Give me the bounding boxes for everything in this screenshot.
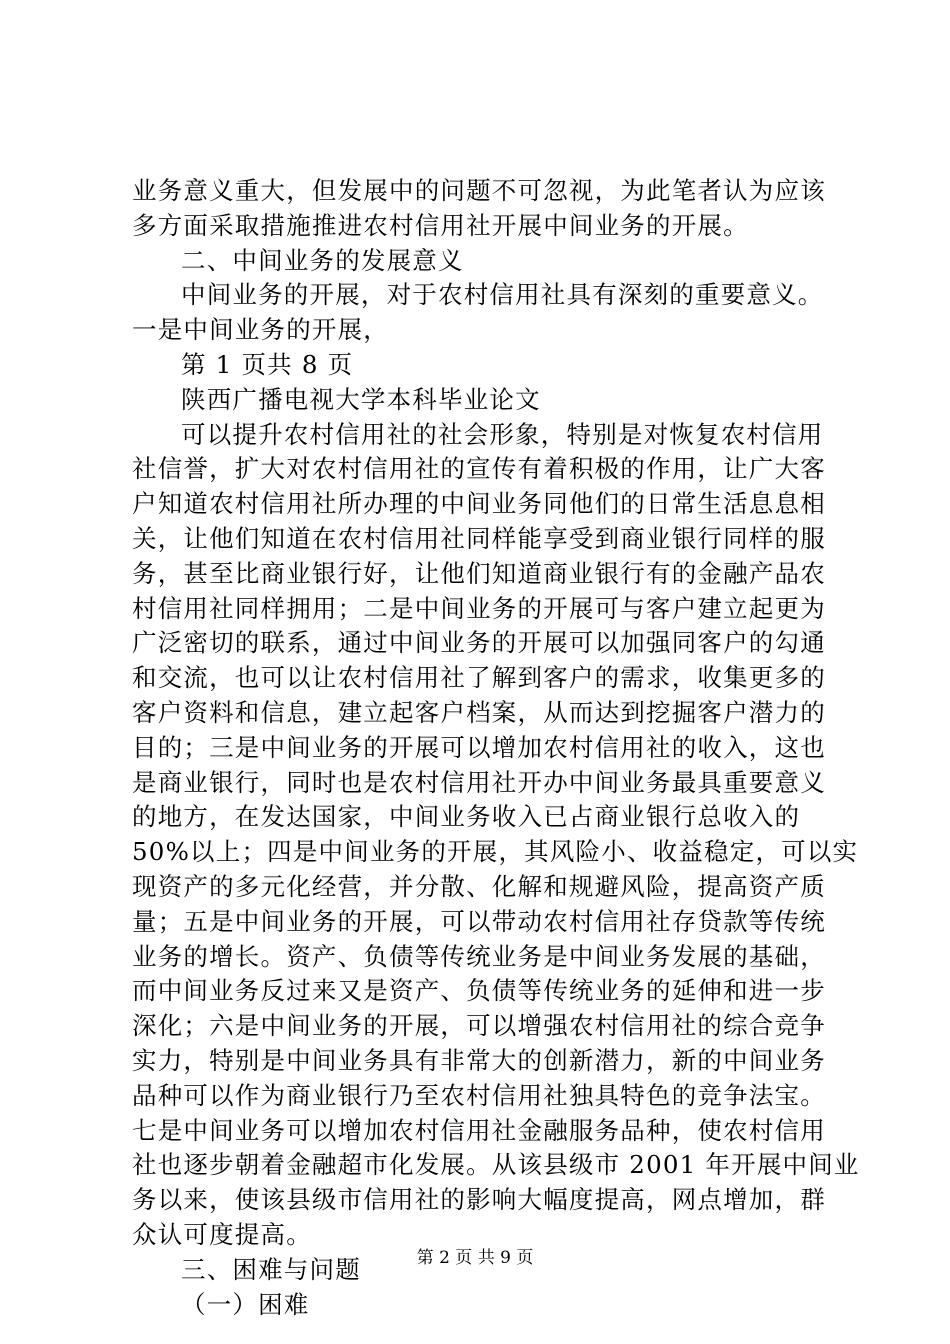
page-footer: [0, 1248, 950, 1268]
embedded-thesis-header: 陕西广播电视大学本科毕业论文: [181, 384, 541, 414]
text-line: 量；五是中间业务的开展，可以带动农村信用社存贷款等传统: [132, 906, 826, 936]
text-line: 50%以上；四是中间业务的开展，其风险小、收益稳定，可以实: [132, 837, 859, 867]
text-line: 现资产的多元化经营，并分散、化解和规避风险，提高资产质: [132, 871, 826, 901]
text-line: 村信用社同样拥用；二是中间业务的开展可与客户建立起更为: [132, 593, 826, 623]
text-line: 多方面采取措施推进农村信用社开展中间业务的开展。: [132, 210, 749, 240]
text-line: 七是中间业务可以增加农村信用社金融服务品种，使农村信用: [132, 1115, 826, 1145]
text-line: 实力，特别是中间业务具有非常大的创新潜力，新的中间业务: [132, 1045, 826, 1075]
text-line: 务以来，使该县级市信用社的影响大幅度提高，网点增加，群: [132, 1185, 826, 1215]
text-line: 客户资料和信息，建立起客户档案，从而达到挖掘客户潜力的: [132, 697, 826, 727]
subsection-heading: （一）困难: [181, 1289, 310, 1319]
text-line: 是商业银行，同时也是农村信用社开办中间业务最具重要意义: [132, 767, 826, 797]
text-line: 深化；六是中间业务的开展，可以增强农村信用社的综合竞争: [132, 1011, 826, 1041]
text-line: 业务的增长。资产、负债等传统业务是中间业务发展的基础，: [132, 941, 826, 971]
text-line: 可以提升农村信用社的社会形象，特别是对恢复农村信用: [181, 419, 824, 449]
text-line: 和交流，也可以让农村信用社了解到客户的需求，收集更多的: [132, 663, 826, 693]
text-line: 的地方，在发达国家，中间业务收入已占商业银行总收入的: [132, 802, 801, 832]
text-line: 社也逐步朝着金融超市化发展。从该县级市 2001 年开展中间业: [132, 1150, 860, 1180]
text-line: 务，甚至比商业银行好，让他们知道商业银行有的金融产品农: [132, 558, 826, 588]
text-line: 众认可度提高。: [132, 1219, 312, 1249]
section-heading: 二、中间业务的发展意义: [181, 245, 464, 275]
text-line: 目的；三是中间业务的开展可以增加农村信用社的收入，这也: [132, 732, 826, 762]
embedded-page-number: 第 1 页共 8 页: [181, 349, 354, 379]
text-line: 广泛密切的联系，通过中间业务的开展可以加强同客户的勾通: [132, 628, 826, 658]
document-body: [132, 174, 860, 1322]
text-line: 社信誉，扩大对农村信用社的宣传有着积极的作用，让广大客: [132, 454, 826, 484]
footer-page-number: 第 2 页 共 9 页: [416, 1248, 534, 1268]
text-line: 户知道农村信用社所办理的中间业务同他们的日常生活息息相: [132, 489, 826, 519]
text-line: 业务意义重大，但发展中的问题不可忽视，为此笔者认为应该: [132, 176, 826, 205]
text-line: 品种可以作为商业银行乃至农村信用社独具特色的竞争法宝。: [132, 1080, 826, 1110]
text-line: 一是中间业务的开展，: [132, 315, 389, 345]
text-line: 关，让他们知道在农村信用社同样能享受到商业银行同样的服: [132, 523, 826, 553]
section-heading: 三、困难与问题: [181, 1254, 361, 1284]
text-line: 中间业务的开展，对于农村信用社具有深刻的重要意义。: [181, 280, 824, 310]
text-line: 而中间业务反过来又是资产、负债等传统业务的延伸和进一步: [132, 976, 826, 1006]
